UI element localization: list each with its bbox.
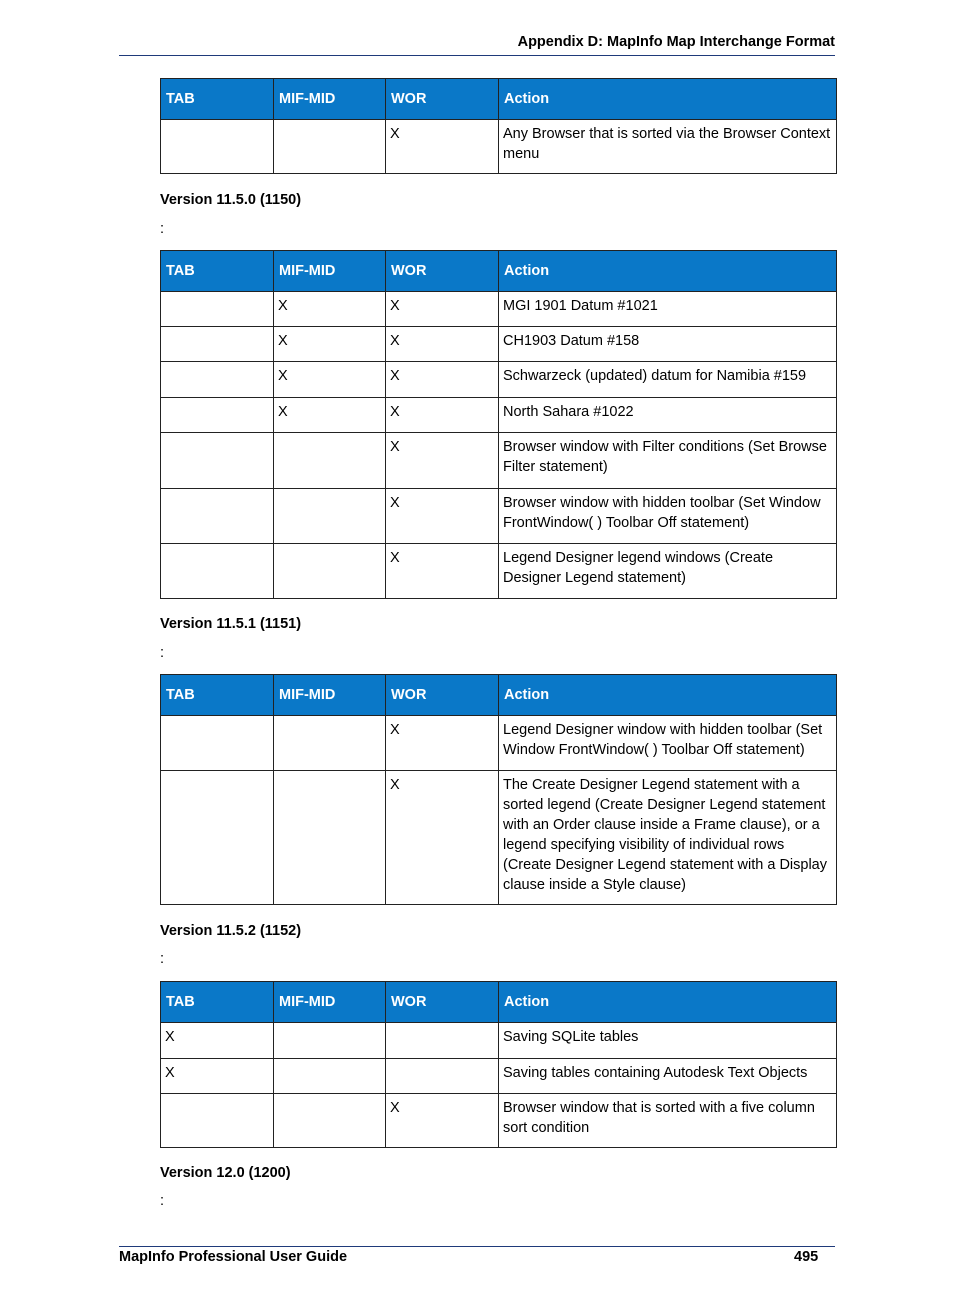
- cell-mif-mid: X: [274, 362, 386, 398]
- cell-mif-mid: [274, 120, 386, 174]
- cell-tab: [161, 398, 274, 433]
- footer-divider: [119, 1246, 835, 1247]
- table-row: [161, 771, 837, 905]
- cell-action: Legend Designer legend windows (Create Designer Legend statement): [499, 544, 837, 599]
- cell-tab: [161, 771, 274, 905]
- table-row: [161, 120, 837, 174]
- compat-table-11-5-1: [160, 674, 837, 905]
- table-row: [161, 1094, 837, 1148]
- cell-tab: [161, 433, 274, 489]
- cell-action: Saving tables containing Autodesk Text Objects: [499, 1059, 837, 1094]
- version-heading: Version 12.0 (1200): [160, 1165, 291, 1181]
- col-header-tab: TAB: [161, 675, 274, 716]
- table-row: [161, 1023, 837, 1059]
- cell-mif-mid: [274, 716, 386, 771]
- table-header-row: [161, 982, 837, 1023]
- table-row: [161, 716, 837, 771]
- table-header-row: [161, 79, 837, 120]
- cell-mif-mid: [274, 544, 386, 599]
- col-header-action: Action: [499, 251, 837, 292]
- col-header-mif-mid: MIF-MID: [274, 79, 386, 120]
- cell-wor: [386, 1023, 499, 1059]
- table-row: [161, 489, 837, 544]
- cell-action: Browser window with hidden toolbar (Set Window FrontWindow( ) Toolbar Off statement): [499, 489, 837, 544]
- cell-mif-mid: X: [274, 327, 386, 362]
- cell-tab: [161, 362, 274, 398]
- cell-wor: X: [386, 362, 499, 398]
- cell-action: The Create Designer Legend statement with a sorted legend (Create Designer Legend statement with an Order clause inside a Frame clause), or a legend specifying visibility of individual rows (Create Designer Legend statement with a Display clause inside a Style clause): [499, 771, 837, 905]
- compat-table-11-5-2: [160, 981, 837, 1148]
- colon-text: :: [160, 1193, 165, 1209]
- col-header-wor: WOR: [386, 675, 499, 716]
- cell-wor: [386, 1059, 499, 1094]
- cell-wor: X: [386, 327, 499, 362]
- colon-text: :: [160, 951, 165, 967]
- table-header-row: [161, 675, 837, 716]
- cell-tab: [161, 1094, 274, 1148]
- cell-tab: [161, 327, 274, 362]
- col-header-wor: WOR: [386, 251, 499, 292]
- page-number: 495: [794, 1249, 819, 1265]
- table-header-row: [161, 251, 837, 292]
- table-row: [161, 292, 837, 327]
- table-row: [161, 433, 837, 489]
- version-heading: Version 11.5.0 (1150): [160, 192, 302, 208]
- cell-tab: [161, 489, 274, 544]
- version-heading: Version 11.5.1 (1151): [160, 616, 302, 632]
- cell-wor: X: [386, 771, 499, 905]
- compat-table-0: [160, 78, 837, 174]
- cell-wor: X: [386, 1094, 499, 1148]
- cell-mif-mid: [274, 489, 386, 544]
- col-header-mif-mid: MIF-MID: [274, 251, 386, 292]
- cell-wor: X: [386, 433, 499, 489]
- cell-wor: X: [386, 544, 499, 599]
- cell-tab: X: [161, 1059, 274, 1094]
- col-header-tab: TAB: [161, 982, 274, 1023]
- cell-tab: [161, 544, 274, 599]
- cell-tab: [161, 716, 274, 771]
- col-header-action: Action: [499, 79, 837, 120]
- running-header-title: Appendix D: MapInfo Map Interchange Format: [517, 34, 835, 50]
- cell-mif-mid: [274, 1094, 386, 1148]
- table-row: [161, 362, 837, 398]
- cell-mif-mid: [274, 1059, 386, 1094]
- cell-action: Browser window with Filter conditions (Set Browse Filter statement): [499, 433, 837, 489]
- cell-action: North Sahara #1022: [499, 398, 837, 433]
- col-header-mif-mid: MIF-MID: [274, 982, 386, 1023]
- col-header-action: Action: [499, 982, 837, 1023]
- cell-action: Legend Designer window with hidden toolbar (Set Window FrontWindow( ) Toolbar Off statement): [499, 716, 837, 771]
- cell-mif-mid: X: [274, 292, 386, 327]
- cell-wor: X: [386, 489, 499, 544]
- cell-wor: X: [386, 292, 499, 327]
- col-header-wor: WOR: [386, 982, 499, 1023]
- col-header-mif-mid: MIF-MID: [274, 675, 386, 716]
- cell-action: CH1903 Datum #158: [499, 327, 837, 362]
- cell-tab: [161, 292, 274, 327]
- cell-tab: X: [161, 1023, 274, 1059]
- table-row: [161, 327, 837, 362]
- col-header-action: Action: [499, 675, 837, 716]
- col-header-tab: TAB: [161, 251, 274, 292]
- compat-table-11-5-0: [160, 250, 837, 599]
- footer-guide-title: MapInfo Professional User Guide: [119, 1249, 348, 1265]
- col-header-wor: WOR: [386, 79, 499, 120]
- cell-action: MGI 1901 Datum #1021: [499, 292, 837, 327]
- cell-mif-mid: [274, 433, 386, 489]
- cell-tab: [161, 120, 274, 174]
- colon-text: :: [160, 645, 165, 661]
- header-divider: [119, 55, 835, 56]
- colon-text: :: [160, 221, 165, 237]
- table-row: [161, 544, 837, 599]
- cell-action: Schwarzeck (updated) datum for Namibia #159: [499, 362, 837, 398]
- cell-mif-mid: X: [274, 398, 386, 433]
- cell-action: Browser window that is sorted with a five column sort condition: [499, 1094, 837, 1148]
- cell-mif-mid: [274, 1023, 386, 1059]
- table-row: [161, 398, 837, 433]
- cell-wor: X: [386, 398, 499, 433]
- cell-action: Saving SQLite tables: [499, 1023, 837, 1059]
- cell-wor: X: [386, 120, 499, 174]
- table-row: [161, 1059, 837, 1094]
- cell-action: Any Browser that is sorted via the Browser Context menu: [499, 120, 837, 174]
- cell-wor: X: [386, 716, 499, 771]
- cell-mif-mid: [274, 771, 386, 905]
- version-heading: Version 11.5.2 (1152): [160, 923, 302, 939]
- col-header-tab: TAB: [161, 79, 274, 120]
